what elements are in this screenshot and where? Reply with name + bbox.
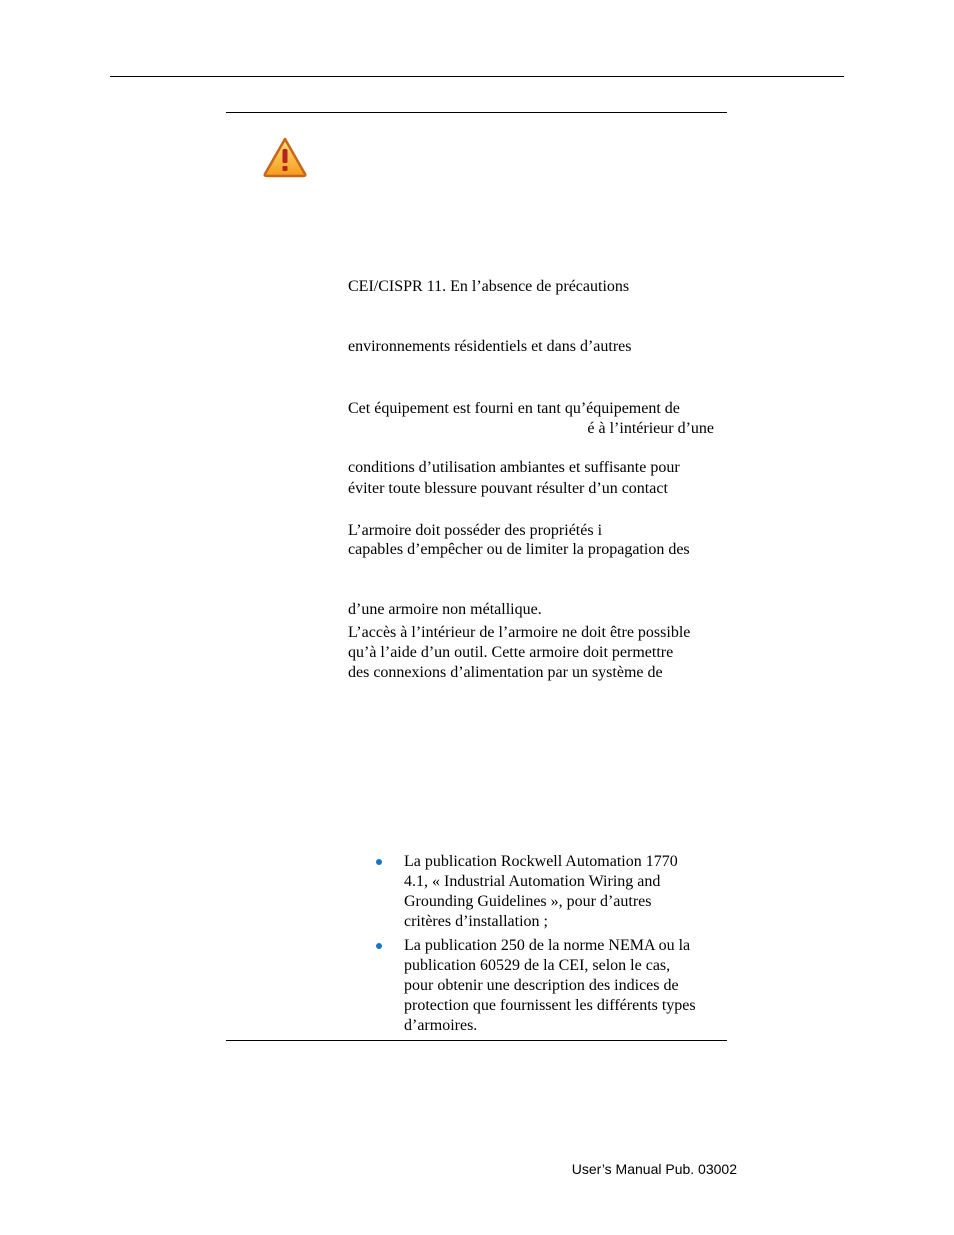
footer-publication: User’s Manual Pub. 03002 bbox=[571, 1161, 737, 1177]
body-text-line: environnements résidentiels et dans d’autres bbox=[348, 338, 632, 355]
body-text-line: é à l’intérieur d’une bbox=[587, 420, 714, 437]
warning-box-bottom-rule bbox=[226, 1040, 727, 1041]
bullet-text-line: d’armoires. bbox=[404, 1017, 478, 1034]
body-text-line: capables d’empêcher ou de limiter la propagation des bbox=[348, 541, 690, 558]
body-text-line: éviter toute blessure pouvant résulter d’un contact bbox=[348, 480, 668, 497]
body-text-line: des connexions d’alimentation par un système de bbox=[348, 664, 663, 681]
body-text-line: L’accès à l’intérieur de l’armoire ne doit être possible bbox=[348, 624, 691, 641]
bullet-dot-icon bbox=[376, 943, 382, 949]
warning-box-top-rule bbox=[226, 112, 727, 113]
bullet-text-line: Grounding Guidelines », pour d’autres bbox=[404, 893, 652, 910]
body-text-line: CEI/CISPR 11. En l’absence de précautions bbox=[348, 278, 630, 295]
warning-triangle-icon bbox=[262, 136, 308, 178]
bullet-text-line: critères d’installation ; bbox=[404, 913, 548, 930]
bullet-text-line: pour obtenir une description des indices de bbox=[404, 977, 679, 994]
header-rule bbox=[110, 76, 844, 77]
bullet-text-line: La publication Rockwell Automation 1770 bbox=[404, 853, 678, 870]
bullet-text-line: La publication 250 de la norme NEMA ou la bbox=[404, 937, 691, 954]
body-text-line: conditions d’utilisation ambiantes et suffisante pour bbox=[348, 459, 680, 476]
body-text-line: L’armoire doit posséder des propriétés i bbox=[348, 522, 603, 539]
bullet-text-line: 4.1, « Industrial Automation Wiring and bbox=[404, 873, 661, 890]
bullet-text-line: publication 60529 de la CEI, selon le cas, bbox=[404, 957, 671, 974]
body-text-line: qu’à l’aide d’un outil. Cette armoire doit permettre bbox=[348, 644, 674, 661]
bullet-dot-icon bbox=[376, 859, 382, 865]
body-text-line: Cet équipement est fourni en tant qu’équipement de bbox=[348, 400, 680, 417]
bullet-text-line: protection que fournissent les différents types bbox=[404, 997, 696, 1014]
body-text-line: d’une armoire non métallique. bbox=[348, 601, 542, 618]
